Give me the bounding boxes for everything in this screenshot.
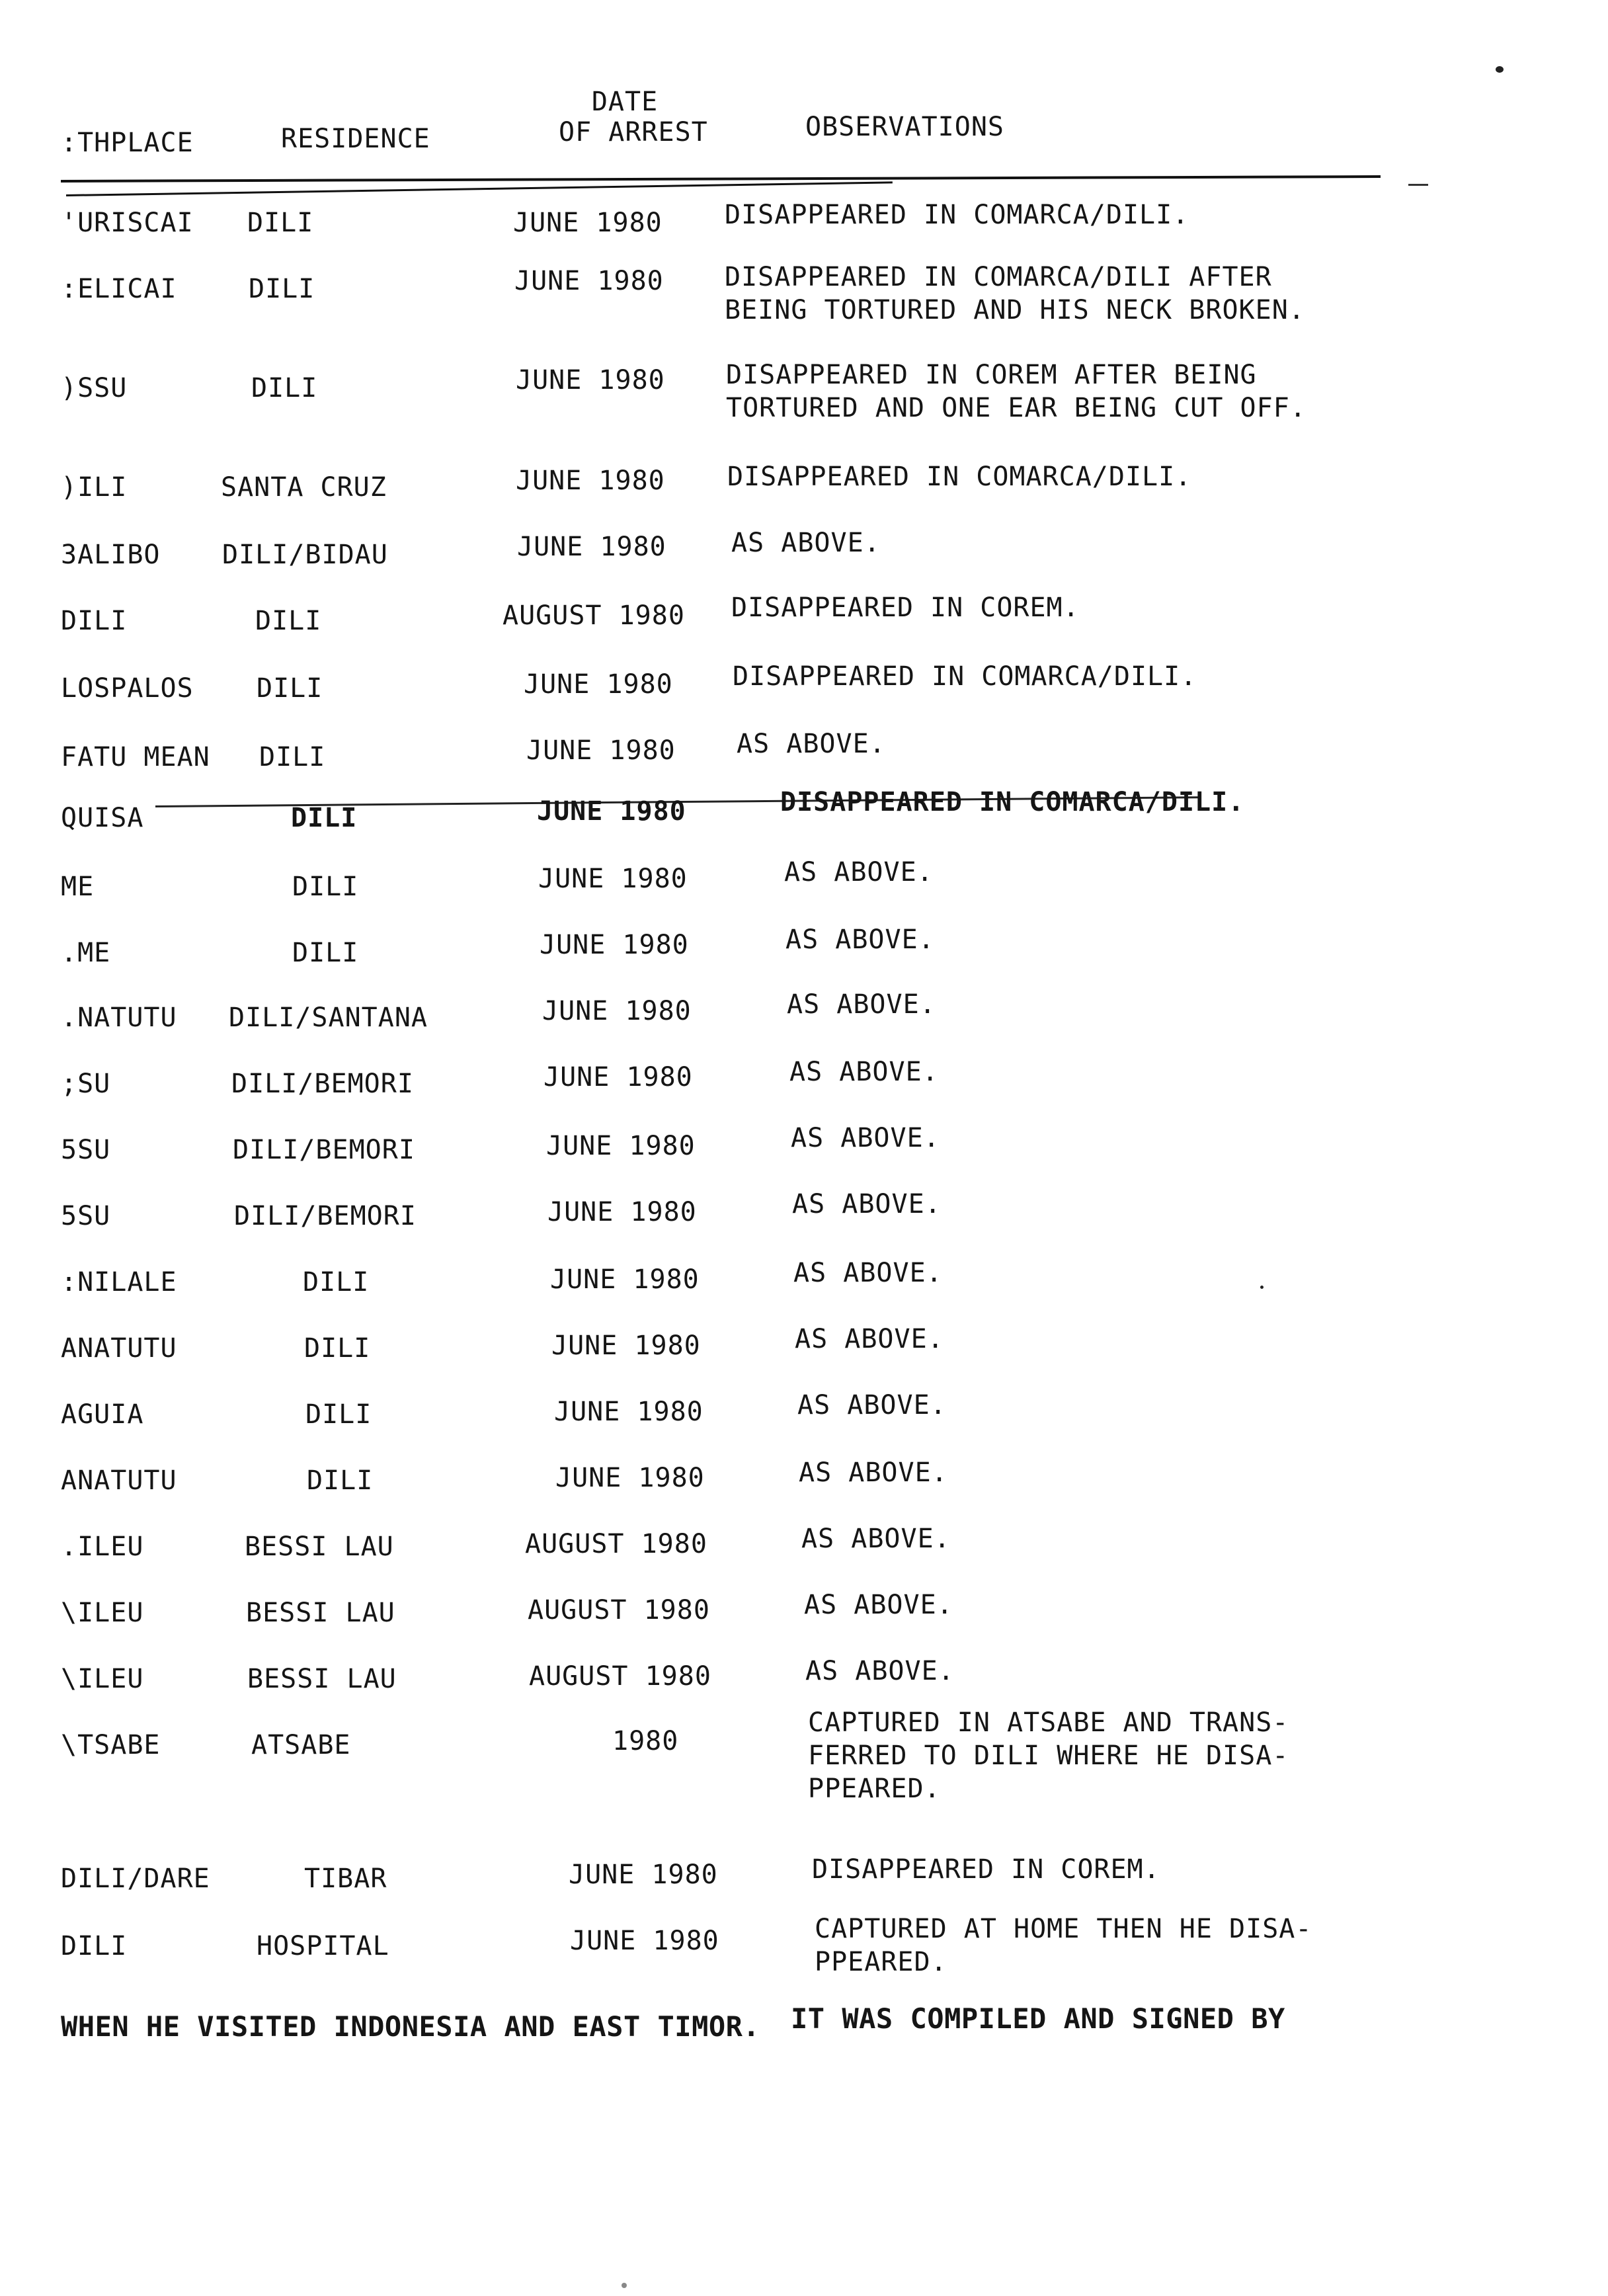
cell-observations: AS ABOVE. xyxy=(805,1656,955,1686)
cell-observations: AS ABOVE. xyxy=(791,1123,940,1153)
cell-observations: DISAPPEARED IN COMARCA/DILI. xyxy=(733,661,1197,692)
cell-date: JUNE 1980 xyxy=(554,1397,704,1427)
cell-observations: AS ABOVE. xyxy=(801,1524,951,1554)
header-date-line2: OF ARREST xyxy=(559,117,708,147)
cell-observations: AS ABOVE. xyxy=(785,924,935,955)
cell-residence: DILI xyxy=(292,872,359,902)
cell-observations: AS ABOVE. xyxy=(793,1258,943,1288)
cell-birthplace: QUISA xyxy=(61,803,144,833)
cell-birthplace: 5SU xyxy=(61,1135,111,1165)
cell-residence: DILI xyxy=(291,803,358,833)
cell-residence: DILI/BEMORI xyxy=(231,1069,414,1099)
cell-birthplace: ANATUTU xyxy=(61,1465,177,1496)
cell-residence: DILI/BEMORI xyxy=(233,1135,415,1165)
cell-date: JUNE 1980 xyxy=(513,208,663,238)
cell-observations: CAPTURED AT HOME THEN HE DISA- PPEARED. xyxy=(815,1914,1312,1977)
cell-birthplace: \ILEU xyxy=(61,1598,144,1628)
cell-birthplace: \ILEU xyxy=(61,1664,144,1694)
cell-birthplace: DILI xyxy=(61,606,128,636)
header-rule-secondary xyxy=(66,181,893,196)
cell-residence: SANTA CRUZ xyxy=(221,472,387,503)
cell-date: JUNE 1980 xyxy=(514,266,664,296)
cell-residence: DILI xyxy=(304,1333,371,1364)
cell-observations: AS ABOVE. xyxy=(804,1590,953,1620)
table-row xyxy=(0,1707,1608,1861)
header-residence: RESIDENCE xyxy=(281,124,430,154)
cell-birthplace: 'URISCAI xyxy=(61,208,194,238)
cell-birthplace: ME xyxy=(61,872,95,902)
cell-residence: BESSI LAU xyxy=(247,1664,397,1694)
cell-date: JUNE 1980 xyxy=(543,1062,693,1092)
cell-birthplace: ANATUTU xyxy=(61,1333,177,1364)
cell-residence: DILI xyxy=(247,208,314,238)
cell-birthplace: :NILALE xyxy=(61,1267,177,1297)
cell-observations: DISAPPEARED IN COMARCA/DILI. xyxy=(780,787,1245,817)
speck-mid-right xyxy=(1260,1286,1264,1289)
cell-date: AUGUST 1980 xyxy=(528,1595,710,1625)
cell-residence: BESSI LAU xyxy=(246,1598,395,1628)
cell-residence: DILI xyxy=(305,1399,372,1430)
cell-residence: BESSI LAU xyxy=(245,1532,394,1562)
cell-birthplace: FATU MEAN xyxy=(61,742,210,772)
speck-top-right xyxy=(1496,66,1504,73)
cell-observations: AS ABOVE. xyxy=(792,1189,942,1219)
cell-observations: AS ABOVE. xyxy=(787,989,936,1020)
cell-residence: DILI xyxy=(249,274,315,304)
cell-residence: ATSABE xyxy=(251,1730,351,1760)
cell-observations: DISAPPEARED IN COREM AFTER BEING TORTURED AND ONE EAR BEING CUT OFF. xyxy=(726,360,1306,423)
cell-date: AUGUST 1980 xyxy=(502,600,685,631)
cell-observations: AS ABOVE. xyxy=(789,1057,939,1087)
margin-dash xyxy=(1408,184,1428,186)
cell-residence: DILI/SANTANA xyxy=(229,1003,428,1033)
cell-date: JUNE 1980 xyxy=(569,1860,718,1890)
cell-date: JUNE 1980 xyxy=(538,864,688,894)
cell-residence: DILI xyxy=(257,673,323,704)
cell-birthplace: DILI/DARE xyxy=(61,1864,210,1894)
cell-birthplace: LOSPALOS xyxy=(61,673,194,704)
cell-birthplace: )ILI xyxy=(61,472,128,503)
header-date-line1: DATE xyxy=(591,87,659,117)
cell-observations: AS ABOVE. xyxy=(797,1390,947,1420)
cell-observations: DISAPPEARED IN COREM. xyxy=(812,1854,1160,1885)
cell-birthplace: AGUIA xyxy=(61,1399,144,1430)
footer-left-text: WHEN HE VISITED INDONESIA AND EAST TIMOR. xyxy=(61,2010,760,2043)
cell-date: JUNE 1980 xyxy=(540,930,689,960)
cell-date: AUGUST 1980 xyxy=(525,1529,707,1559)
cell-residence: DILI xyxy=(307,1465,374,1496)
cell-residence: DILI xyxy=(303,1267,370,1297)
cell-birthplace: ;SU xyxy=(61,1069,111,1099)
cell-residence: DILI xyxy=(259,742,326,772)
cell-date: JUNE 1980 xyxy=(526,735,676,766)
cell-date: JUNE 1980 xyxy=(516,466,665,496)
cell-observations: DISAPPEARED IN COREM. xyxy=(731,593,1080,623)
cell-birthplace: :ELICAI xyxy=(61,274,177,304)
cell-observations: CAPTURED IN ATSABE AND TRANS- FERRED TO DILI WHERE HE DISA- PPEARED. xyxy=(808,1707,1289,1804)
cell-date: JUNE 1980 xyxy=(547,1197,697,1227)
cell-birthplace: .ILEU xyxy=(61,1532,144,1562)
cell-observations: AS ABOVE. xyxy=(799,1457,948,1488)
cell-date: JUNE 1980 xyxy=(517,532,666,562)
table-row xyxy=(0,262,1608,352)
cell-birthplace: .NATUTU xyxy=(61,1003,177,1033)
cell-date: JUNE 1980 xyxy=(542,996,692,1026)
cell-residence: DILI xyxy=(251,373,318,403)
cell-birthplace: \TSABE xyxy=(61,1730,161,1760)
table-row xyxy=(0,360,1608,451)
cell-residence: DILI/BEMORI xyxy=(234,1201,417,1231)
cell-date: 1980 xyxy=(612,1726,679,1756)
header-birthplace: :THPLACE xyxy=(61,128,194,158)
cell-date: JUNE 1980 xyxy=(570,1926,719,1956)
cell-date: JUNE 1980 xyxy=(551,1331,701,1361)
header-rule xyxy=(61,175,1381,183)
cell-birthplace: )SSU xyxy=(61,373,128,403)
footer-right-text: IT WAS COMPILED AND SIGNED BY xyxy=(791,2002,1285,2035)
cell-birthplace: 5SU xyxy=(61,1201,111,1231)
header-observations: OBSERVATIONS xyxy=(805,112,1004,142)
cell-observations: AS ABOVE. xyxy=(731,528,881,558)
cell-birthplace: DILI xyxy=(61,1931,128,1961)
cell-residence: HOSPITAL xyxy=(257,1931,389,1961)
cell-observations: DISAPPEARED IN COMARCA/DILI. xyxy=(725,200,1189,230)
cell-observations: DISAPPEARED IN COMARCA/DILI AFTER BEING TORTURED AND HIS NECK BROKEN. xyxy=(725,262,1305,325)
cell-residence: TIBAR xyxy=(304,1864,387,1894)
cell-date: JUNE 1980 xyxy=(537,796,686,827)
cell-observations: AS ABOVE. xyxy=(784,857,934,887)
cell-date: AUGUST 1980 xyxy=(529,1661,711,1692)
cell-date: JUNE 1980 xyxy=(555,1463,705,1493)
cell-residence: DILI xyxy=(292,938,359,968)
cell-observations: AS ABOVE. xyxy=(795,1324,944,1354)
cell-residence: DILI/BIDAU xyxy=(222,540,388,570)
cell-birthplace: 3ALIBO xyxy=(61,540,161,570)
speck-bottom xyxy=(622,2283,627,2288)
cell-observations: AS ABOVE. xyxy=(737,729,886,759)
cell-birthplace: .ME xyxy=(61,938,111,968)
cell-date: JUNE 1980 xyxy=(550,1264,700,1295)
cell-date: JUNE 1980 xyxy=(516,365,665,395)
table-row xyxy=(0,1914,1608,2002)
cell-residence: DILI xyxy=(255,606,322,636)
cell-date: JUNE 1980 xyxy=(524,669,673,700)
cell-date: JUNE 1980 xyxy=(546,1131,696,1161)
cell-observations: DISAPPEARED IN COMARCA/DILI. xyxy=(727,462,1192,492)
